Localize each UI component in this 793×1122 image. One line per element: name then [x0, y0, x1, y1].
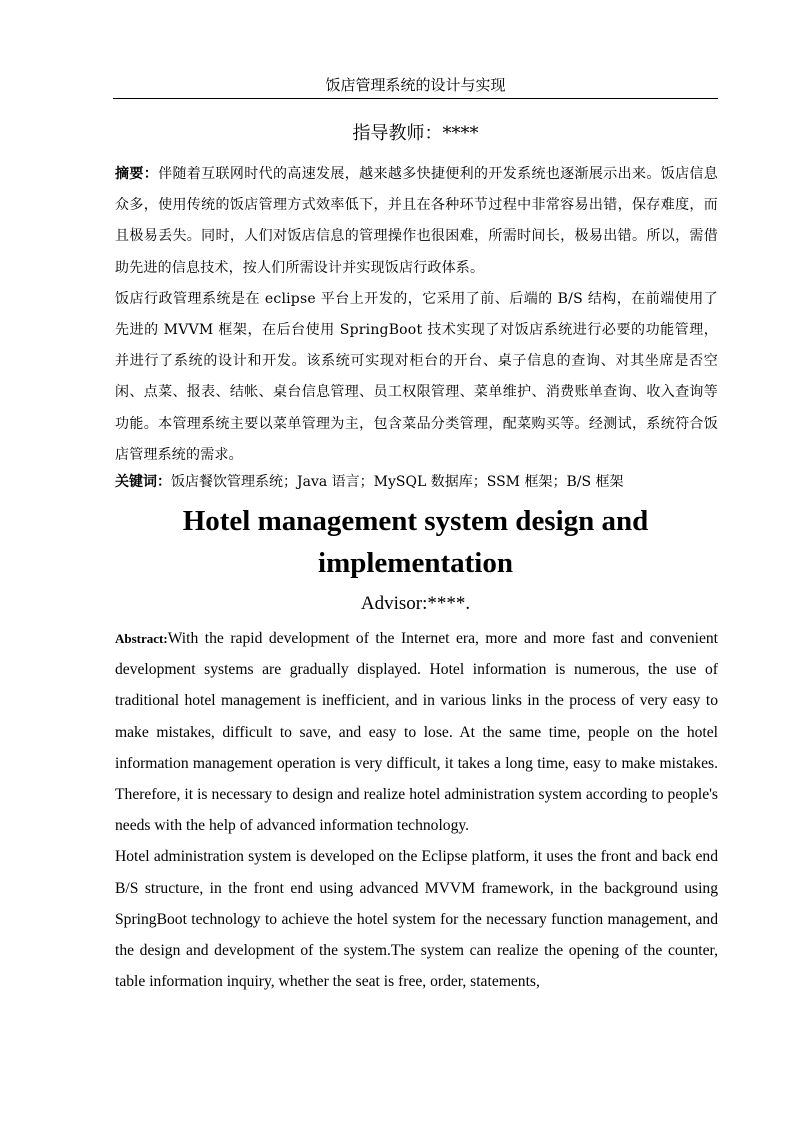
- chinese-keywords-text: 饭店餐饮管理系统；Java 语言；MySQL 数据库；SSM 框架；B/S 框架: [171, 474, 624, 490]
- english-advisor-line: Advisor:****.: [360, 593, 471, 614]
- running-header: 饭店管理系统的设计与实现: [325, 76, 506, 94]
- english-abstract: [115, 623, 718, 997]
- english-title-line-2: implementation: [318, 547, 513, 579]
- chinese-advisor-line: 指导教师：****: [352, 123, 479, 144]
- chinese-abstract: [115, 159, 718, 471]
- english-abstract-text-1: With the rapid development of the Internet era, more and more fast and convenient development systems are gradually displayed. Hotel information is numerous, the use of traditional hotel management is inefficient, and in various links in the process of very easy to make mistakes, difficult to save, and easy to lose. At the same time, people on the hotel information management operation is very difficult, it takes a long time, easy to make mistakes. Therefore, it is necessary to design and realize hotel administration system according to people's needs with the help of advanced information technology.: [115, 630, 718, 835]
- english-abstract-paragraph-1: [115, 623, 718, 841]
- chinese-abstract-label: 摘要：: [115, 166, 159, 182]
- header-rule: [113, 98, 718, 99]
- chinese-keywords-label: 关键词：: [115, 474, 171, 490]
- english-title: [113, 500, 718, 584]
- english-abstract-paragraph-2: Hotel administration system is developed on the Eclipse platform, it uses the front and back end B/S structure, in the front end using advanced MVVM framework, in the background using SpringBoot technology to achieve the hotel system for the necessary function management, and the design and development of the system.The system can realize the opening of the counter, table information inquiry, whether the seat is free, order, statements,: [115, 848, 718, 991]
- english-abstract-label: Abstract:: [115, 631, 168, 646]
- chinese-abstract-paragraph-1: [115, 159, 718, 284]
- chinese-abstract-text-1: 伴随着互联网时代的高速发展，越来越多快捷便利的开发系统也逐渐展示出来。饭店信息众多，使用传统的饭店管理方式效率低下，并且在各种环节过程中非常容易出错，保存难度，而且极易丢失。同时，人们对饭店信息的管理操作也很困难，所需时间长，极易出错。所以，需借助先进的信息技术，按人们所需设计并实现饭店行政体系。: [115, 166, 718, 276]
- english-title-line-1: Hotel management system design and: [182, 505, 649, 537]
- chinese-abstract-paragraph-2: 饭店行政管理系统是在 eclipse 平台上开发的，它采用了前、后端的 B/S 结构，在前端使用了先进的 MVVM 框架，在后台使用 SpringBoot 技术实现了对饭店系统进行必要的功能管理，并进行了系统的设计和开发。该系统可实现对柜台的开台、桌子信息的查询、对其坐席是否空闲、点菜、报表、结帐、桌台信息管理、员工权限管理、菜单维护、消费账单查询、收入查询等功能。本管理系统主要以菜单管理为主，包含菜品分类管理，配菜购买等。经测试，系统符合饭店管理系统的需求。: [115, 290, 718, 463]
- chinese-keywords: [115, 470, 718, 494]
